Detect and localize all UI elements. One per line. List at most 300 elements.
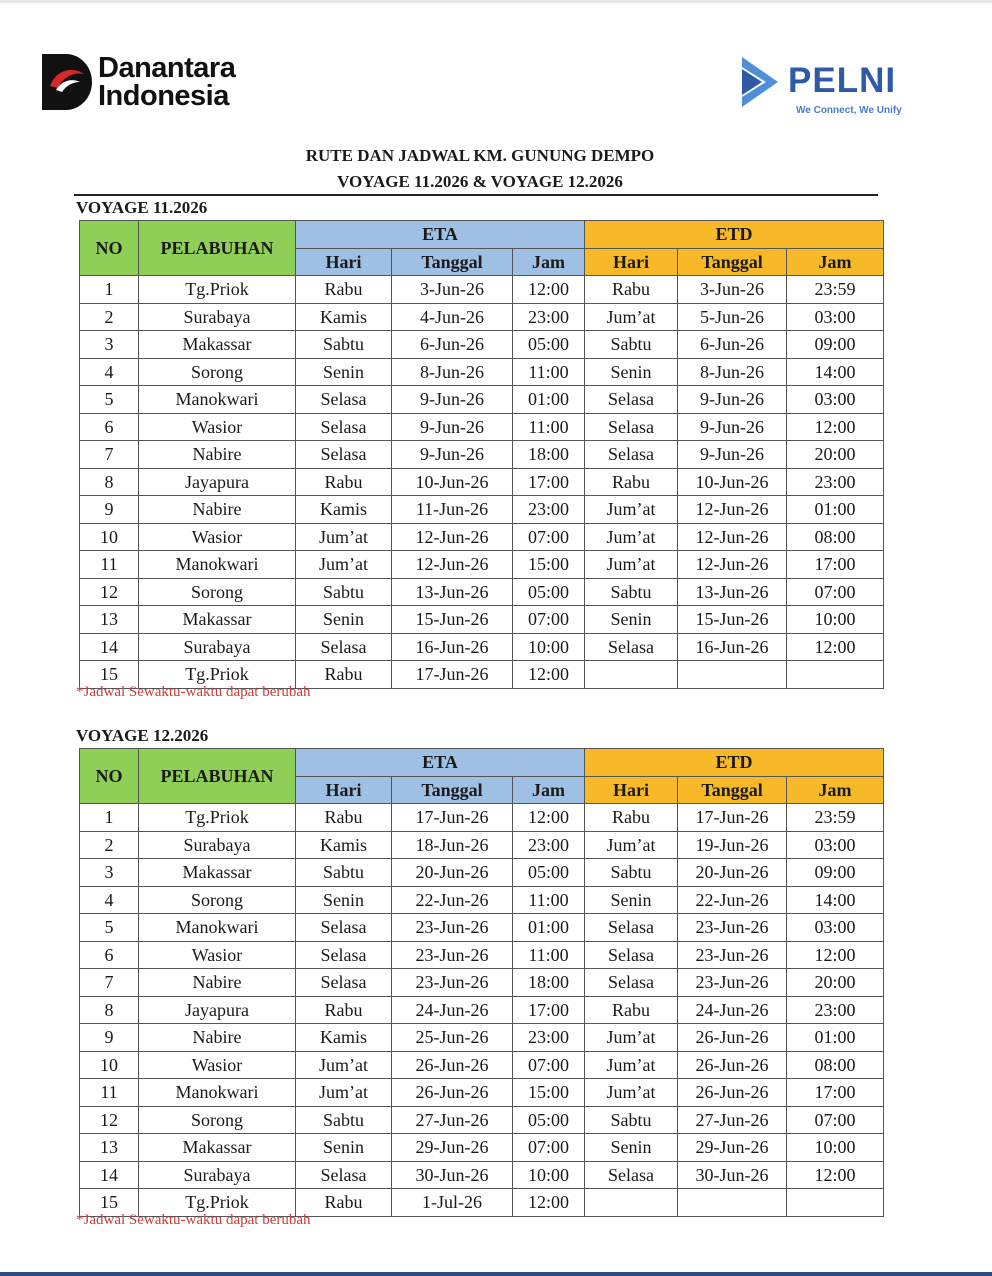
cell-eta-date: 9-Jun-26 xyxy=(392,441,513,469)
cell-etd-day: Selasa xyxy=(585,413,678,441)
cell-eta-date: 23-Jun-26 xyxy=(392,914,513,942)
cell-eta-date: 23-Jun-26 xyxy=(392,941,513,969)
table-row xyxy=(80,578,884,606)
cell-port: Manokwari xyxy=(139,1079,296,1107)
cell-port: Makassar xyxy=(139,1134,296,1162)
cell-eta-time: 11:00 xyxy=(513,941,585,969)
cell-etd-time: 23:00 xyxy=(787,996,884,1024)
cell-eta-time: 01:00 xyxy=(513,386,585,414)
cell-eta-date: 22-Jun-26 xyxy=(392,886,513,914)
cell-eta-time: 07:00 xyxy=(513,1134,585,1162)
cell-eta-time: 05:00 xyxy=(513,859,585,887)
cell-no: 5 xyxy=(80,386,139,414)
cell-eta-time: 17:00 xyxy=(513,468,585,496)
document-subtitle: VOYAGE 11.2026 & VOYAGE 12.2026 xyxy=(337,172,623,191)
cell-etd-time: 08:00 xyxy=(787,1051,884,1079)
document-title: RUTE DAN JADWAL KM. GUNUNG DEMPO xyxy=(305,146,655,165)
cell-no: 4 xyxy=(80,358,139,386)
schedule-note: *Jadwal Sewaktu-waktu dapat berubah xyxy=(76,684,311,700)
cell-no: 9 xyxy=(80,1024,139,1052)
cell-eta-date: 25-Jun-26 xyxy=(392,1024,513,1052)
danantara-line1: Danantara xyxy=(98,52,236,84)
cell-etd-time: 10:00 xyxy=(787,1134,884,1162)
cell-eta-time: 11:00 xyxy=(513,413,585,441)
cell-etd-date xyxy=(678,1189,787,1217)
top-border xyxy=(0,0,992,3)
cell-eta-day: Selasa xyxy=(296,441,392,469)
table-row xyxy=(80,606,884,634)
cell-eta-date: 11-Jun-26 xyxy=(392,496,513,524)
pelni-chevron-icon xyxy=(738,55,782,109)
cell-eta-time: 10:00 xyxy=(513,633,585,661)
cell-port: Sorong xyxy=(139,578,296,606)
cell-etd-day: Jum’at xyxy=(585,831,678,859)
cell-etd-time: 12:00 xyxy=(787,941,884,969)
cell-etd-date: 3-Jun-26 xyxy=(678,276,787,304)
table-row xyxy=(80,941,884,969)
cell-port: Sorong xyxy=(139,358,296,386)
cell-port: Jayapura xyxy=(139,468,296,496)
schedule-body xyxy=(80,276,884,689)
table-row xyxy=(80,303,884,331)
cell-port: Manokwari xyxy=(139,914,296,942)
table-row xyxy=(80,523,884,551)
table-row xyxy=(80,1161,884,1189)
cell-eta-time: 23:00 xyxy=(513,831,585,859)
cell-etd-date: 8-Jun-26 xyxy=(678,358,787,386)
table-row xyxy=(80,914,884,942)
cell-no: 4 xyxy=(80,886,139,914)
table-row xyxy=(80,331,884,359)
cell-eta-day: Rabu xyxy=(296,661,392,689)
cell-port: Surabaya xyxy=(139,303,296,331)
cell-eta-time: 11:00 xyxy=(513,886,585,914)
cell-etd-day: Senin xyxy=(585,358,678,386)
cell-etd-time: 07:00 xyxy=(787,1106,884,1134)
cell-etd-time: 03:00 xyxy=(787,386,884,414)
cell-etd-day: Senin xyxy=(585,606,678,634)
cell-etd-day: Selasa xyxy=(585,969,678,997)
table-row xyxy=(80,1079,884,1107)
cell-etd-day: Jum’at xyxy=(585,1051,678,1079)
cell-eta-day: Selasa xyxy=(296,941,392,969)
header-etd-time: Jam xyxy=(787,776,884,804)
cell-eta-day: Senin xyxy=(296,358,392,386)
cell-eta-time: 15:00 xyxy=(513,551,585,579)
cell-etd-day: Jum’at xyxy=(585,523,678,551)
cell-eta-day: Selasa xyxy=(296,633,392,661)
cell-eta-day: Senin xyxy=(296,1134,392,1162)
cell-etd-day: Rabu xyxy=(585,804,678,832)
cell-etd-time: 17:00 xyxy=(787,1079,884,1107)
cell-etd-date: 13-Jun-26 xyxy=(678,578,787,606)
cell-no: 10 xyxy=(80,523,139,551)
pelni-wordmark: PELNI xyxy=(788,61,897,100)
cell-eta-day: Selasa xyxy=(296,413,392,441)
cell-etd-day: Jum’at xyxy=(585,303,678,331)
cell-etd-time: 03:00 xyxy=(787,303,884,331)
cell-etd-time: 14:00 xyxy=(787,358,884,386)
cell-no: 6 xyxy=(80,941,139,969)
cell-no: 8 xyxy=(80,468,139,496)
cell-etd-date: 12-Jun-26 xyxy=(678,496,787,524)
cell-port: Surabaya xyxy=(139,633,296,661)
cell-eta-day: Rabu xyxy=(296,468,392,496)
cell-port: Jayapura xyxy=(139,996,296,1024)
danantara-line2: Indonesia xyxy=(98,80,229,112)
header-eta-day: Hari xyxy=(296,248,392,276)
cell-port: Makassar xyxy=(139,859,296,887)
cell-eta-day: Rabu xyxy=(296,1189,392,1217)
cell-etd-day: Selasa xyxy=(585,914,678,942)
cell-eta-day: Sabtu xyxy=(296,859,392,887)
cell-no: 15 xyxy=(80,661,139,689)
header-no: NO xyxy=(80,749,139,804)
cell-port: Tg.Priok xyxy=(139,661,296,689)
table-row xyxy=(80,276,884,304)
header-eta-date: Tanggal xyxy=(392,776,513,804)
danantara-emblem-icon xyxy=(42,54,92,110)
cell-port: Surabaya xyxy=(139,1161,296,1189)
cell-port: Wasior xyxy=(139,413,296,441)
cell-etd-day: Rabu xyxy=(585,996,678,1024)
cell-etd-date: 16-Jun-26 xyxy=(678,633,787,661)
header-eta-day: Hari xyxy=(296,776,392,804)
cell-port: Sorong xyxy=(139,886,296,914)
cell-etd-day: Jum’at xyxy=(585,1079,678,1107)
table-row xyxy=(80,441,884,469)
cell-port: Makassar xyxy=(139,606,296,634)
table-row xyxy=(80,468,884,496)
cell-etd-day: Sabtu xyxy=(585,331,678,359)
cell-eta-time: 18:00 xyxy=(513,969,585,997)
table-row xyxy=(80,496,884,524)
schedule-table xyxy=(79,748,884,1217)
cell-eta-day: Selasa xyxy=(296,914,392,942)
cell-etd-date: 26-Jun-26 xyxy=(678,1051,787,1079)
cell-no: 5 xyxy=(80,914,139,942)
danantara-wordmark xyxy=(98,54,235,110)
cell-eta-date: 3-Jun-26 xyxy=(392,276,513,304)
cell-eta-time: 10:00 xyxy=(513,1161,585,1189)
header-port: PELABUHAN xyxy=(139,221,296,276)
cell-etd-date: 29-Jun-26 xyxy=(678,1134,787,1162)
cell-eta-date: 26-Jun-26 xyxy=(392,1079,513,1107)
cell-no: 14 xyxy=(80,1161,139,1189)
cell-eta-time: 12:00 xyxy=(513,1189,585,1217)
cell-eta-time: 23:00 xyxy=(513,496,585,524)
cell-etd-day: Jum’at xyxy=(585,1024,678,1052)
cell-etd-day: Selasa xyxy=(585,1161,678,1189)
cell-eta-date: 26-Jun-26 xyxy=(392,1051,513,1079)
cell-eta-date: 9-Jun-26 xyxy=(392,386,513,414)
cell-etd-date: 10-Jun-26 xyxy=(678,468,787,496)
cell-eta-date: 10-Jun-26 xyxy=(392,468,513,496)
cell-eta-day: Jum’at xyxy=(296,551,392,579)
cell-port: Tg.Priok xyxy=(139,1189,296,1217)
table-row xyxy=(80,859,884,887)
cell-etd-date: 26-Jun-26 xyxy=(678,1024,787,1052)
cell-eta-date: 16-Jun-26 xyxy=(392,633,513,661)
cell-eta-time: 07:00 xyxy=(513,1051,585,1079)
header-eta-time: Jam xyxy=(513,776,585,804)
cell-etd-date: 5-Jun-26 xyxy=(678,303,787,331)
table-row xyxy=(80,386,884,414)
cell-no: 12 xyxy=(80,578,139,606)
cell-etd-day: Selasa xyxy=(585,941,678,969)
cell-etd-date: 15-Jun-26 xyxy=(678,606,787,634)
cell-etd-date: 30-Jun-26 xyxy=(678,1161,787,1189)
table-row xyxy=(80,1051,884,1079)
header-eta-time: Jam xyxy=(513,248,585,276)
cell-eta-time: 07:00 xyxy=(513,606,585,634)
cell-etd-date xyxy=(678,661,787,689)
header-etd: ETD xyxy=(585,749,884,777)
cell-etd-day: Jum’at xyxy=(585,496,678,524)
cell-port: Tg.Priok xyxy=(139,804,296,832)
cell-etd-day: Senin xyxy=(585,886,678,914)
cell-eta-date: 13-Jun-26 xyxy=(392,578,513,606)
table-row xyxy=(80,551,884,579)
cell-no: 3 xyxy=(80,331,139,359)
cell-etd-date: 22-Jun-26 xyxy=(678,886,787,914)
cell-eta-time: 17:00 xyxy=(513,996,585,1024)
cell-etd-date: 19-Jun-26 xyxy=(678,831,787,859)
table-row xyxy=(80,1134,884,1162)
cell-port: Wasior xyxy=(139,523,296,551)
cell-no: 1 xyxy=(80,276,139,304)
cell-eta-date: 18-Jun-26 xyxy=(392,831,513,859)
cell-etd-time: 08:00 xyxy=(787,523,884,551)
cell-port: Manokwari xyxy=(139,386,296,414)
cell-eta-time: 12:00 xyxy=(513,276,585,304)
cell-eta-day: Selasa xyxy=(296,1161,392,1189)
cell-eta-date: 24-Jun-26 xyxy=(392,996,513,1024)
cell-eta-day: Rabu xyxy=(296,276,392,304)
cell-etd-time: 23:59 xyxy=(787,804,884,832)
cell-etd-date: 12-Jun-26 xyxy=(678,551,787,579)
header-etd-date: Tanggal xyxy=(678,776,787,804)
cell-no: 10 xyxy=(80,1051,139,1079)
cell-etd-day: Selasa xyxy=(585,386,678,414)
cell-port: Nabire xyxy=(139,441,296,469)
cell-etd-time: 12:00 xyxy=(787,633,884,661)
cell-port: Nabire xyxy=(139,969,296,997)
cell-eta-day: Sabtu xyxy=(296,578,392,606)
cell-port: Makassar xyxy=(139,331,296,359)
cell-no: 2 xyxy=(80,831,139,859)
cell-etd-time: 17:00 xyxy=(787,551,884,579)
cell-eta-date: 8-Jun-26 xyxy=(392,358,513,386)
cell-port: Nabire xyxy=(139,496,296,524)
cell-etd-day: Selasa xyxy=(585,633,678,661)
cell-etd-day: Selasa xyxy=(585,441,678,469)
cell-eta-time: 01:00 xyxy=(513,914,585,942)
cell-etd-time: 23:59 xyxy=(787,276,884,304)
cell-eta-date: 15-Jun-26 xyxy=(392,606,513,634)
cell-no: 13 xyxy=(80,606,139,634)
cell-etd-day: Sabtu xyxy=(585,859,678,887)
table-row xyxy=(80,358,884,386)
cell-etd-time: 09:00 xyxy=(787,331,884,359)
cell-eta-date: 29-Jun-26 xyxy=(392,1134,513,1162)
cell-eta-day: Kamis xyxy=(296,496,392,524)
cell-etd-time: 03:00 xyxy=(787,914,884,942)
cell-etd-date: 17-Jun-26 xyxy=(678,804,787,832)
cell-eta-day: Jum’at xyxy=(296,1079,392,1107)
cell-eta-day: Sabtu xyxy=(296,331,392,359)
voyage-label: VOYAGE 12.2026 xyxy=(76,726,209,745)
cell-no: 7 xyxy=(80,969,139,997)
cell-eta-date: 4-Jun-26 xyxy=(392,303,513,331)
cell-etd-date: 20-Jun-26 xyxy=(678,859,787,887)
cell-no: 15 xyxy=(80,1189,139,1217)
table-row xyxy=(80,413,884,441)
cell-no: 11 xyxy=(80,1079,139,1107)
schedule-note: *Jadwal Sewaktu-waktu dapat berubah xyxy=(76,1212,311,1228)
cell-eta-date: 17-Jun-26 xyxy=(392,804,513,832)
cell-eta-time: 07:00 xyxy=(513,523,585,551)
cell-eta-time: 05:00 xyxy=(513,1106,585,1134)
cell-no: 3 xyxy=(80,859,139,887)
cell-etd-time: 07:00 xyxy=(787,578,884,606)
cell-eta-time: 11:00 xyxy=(513,358,585,386)
bottom-border xyxy=(0,1272,992,1276)
table-row xyxy=(80,831,884,859)
cell-etd-day xyxy=(585,661,678,689)
cell-etd-day: Rabu xyxy=(585,468,678,496)
cell-eta-time: 05:00 xyxy=(513,331,585,359)
cell-etd-date: 12-Jun-26 xyxy=(678,523,787,551)
cell-etd-date: 26-Jun-26 xyxy=(678,1079,787,1107)
cell-port: Wasior xyxy=(139,941,296,969)
cell-etd-time: 01:00 xyxy=(787,496,884,524)
header-etd-day: Hari xyxy=(585,248,678,276)
pelni-tagline: We Connect, We Unify xyxy=(796,105,902,116)
cell-no: 1 xyxy=(80,804,139,832)
cell-etd-time: 20:00 xyxy=(787,969,884,997)
pelni-logo xyxy=(738,55,918,121)
cell-eta-date: 30-Jun-26 xyxy=(392,1161,513,1189)
table-row xyxy=(80,633,884,661)
cell-eta-day: Sabtu xyxy=(296,1106,392,1134)
table-row xyxy=(80,886,884,914)
cell-etd-time xyxy=(787,661,884,689)
cell-eta-day: Jum’at xyxy=(296,523,392,551)
table-row xyxy=(80,996,884,1024)
cell-eta-date: 6-Jun-26 xyxy=(392,331,513,359)
cell-etd-time: 09:00 xyxy=(787,859,884,887)
cell-no: 9 xyxy=(80,496,139,524)
cell-eta-day: Selasa xyxy=(296,969,392,997)
cell-eta-day: Senin xyxy=(296,886,392,914)
cell-etd-day: Jum’at xyxy=(585,551,678,579)
cell-etd-date: 23-Jun-26 xyxy=(678,941,787,969)
cell-no: 6 xyxy=(80,413,139,441)
cell-eta-time: 12:00 xyxy=(513,804,585,832)
cell-eta-date: 12-Jun-26 xyxy=(392,523,513,551)
header-no: NO xyxy=(80,221,139,276)
table-row xyxy=(80,1024,884,1052)
header-etd: ETD xyxy=(585,221,884,249)
cell-etd-date: 24-Jun-26 xyxy=(678,996,787,1024)
header-etd-day: Hari xyxy=(585,776,678,804)
cell-port: Manokwari xyxy=(139,551,296,579)
cell-eta-date: 23-Jun-26 xyxy=(392,969,513,997)
cell-port: Sorong xyxy=(139,1106,296,1134)
cell-etd-time: 14:00 xyxy=(787,886,884,914)
cell-port: Tg.Priok xyxy=(139,276,296,304)
cell-eta-date: 17-Jun-26 xyxy=(392,661,513,689)
cell-eta-day: Rabu xyxy=(296,996,392,1024)
cell-eta-day: Kamis xyxy=(296,831,392,859)
cell-no: 13 xyxy=(80,1134,139,1162)
cell-eta-time: 18:00 xyxy=(513,441,585,469)
cell-eta-day: Rabu xyxy=(296,804,392,832)
schedule-table xyxy=(79,220,884,689)
cell-etd-time: 10:00 xyxy=(787,606,884,634)
cell-etd-time: 03:00 xyxy=(787,831,884,859)
header-eta: ETA xyxy=(296,221,585,249)
cell-eta-day: Kamis xyxy=(296,1024,392,1052)
cell-etd-time: 23:00 xyxy=(787,468,884,496)
cell-etd-day xyxy=(585,1189,678,1217)
cell-eta-day: Senin xyxy=(296,606,392,634)
table-row xyxy=(80,1106,884,1134)
cell-no: 12 xyxy=(80,1106,139,1134)
cell-eta-time: 12:00 xyxy=(513,661,585,689)
header-etd-date: Tanggal xyxy=(678,248,787,276)
cell-etd-date: 27-Jun-26 xyxy=(678,1106,787,1134)
cell-etd-date: 9-Jun-26 xyxy=(678,386,787,414)
cell-eta-date: 1-Jul-26 xyxy=(392,1189,513,1217)
table-row xyxy=(80,969,884,997)
cell-etd-day: Sabtu xyxy=(585,1106,678,1134)
cell-etd-date: 6-Jun-26 xyxy=(678,331,787,359)
cell-eta-time: 23:00 xyxy=(513,1024,585,1052)
cell-etd-time xyxy=(787,1189,884,1217)
cell-eta-time: 15:00 xyxy=(513,1079,585,1107)
cell-etd-date: 23-Jun-26 xyxy=(678,969,787,997)
voyage-label: VOYAGE 11.2026 xyxy=(76,198,208,217)
cell-etd-date: 9-Jun-26 xyxy=(678,441,787,469)
cell-eta-date: 12-Jun-26 xyxy=(392,551,513,579)
danantara-logo xyxy=(42,54,235,110)
header-port: PELABUHAN xyxy=(139,749,296,804)
title-divider xyxy=(74,194,878,196)
header-eta-date: Tanggal xyxy=(392,248,513,276)
header-etd-time: Jam xyxy=(787,248,884,276)
cell-etd-day: Sabtu xyxy=(585,578,678,606)
cell-eta-time: 23:00 xyxy=(513,303,585,331)
cell-etd-date: 9-Jun-26 xyxy=(678,413,787,441)
cell-port: Wasior xyxy=(139,1051,296,1079)
cell-etd-day: Senin xyxy=(585,1134,678,1162)
cell-eta-date: 20-Jun-26 xyxy=(392,859,513,887)
cell-eta-day: Kamis xyxy=(296,303,392,331)
cell-etd-time: 12:00 xyxy=(787,413,884,441)
cell-etd-date: 23-Jun-26 xyxy=(678,914,787,942)
table-row xyxy=(80,804,884,832)
cell-etd-day: Rabu xyxy=(585,276,678,304)
cell-no: 11 xyxy=(80,551,139,579)
cell-no: 8 xyxy=(80,996,139,1024)
cell-no: 14 xyxy=(80,633,139,661)
cell-port: Surabaya xyxy=(139,831,296,859)
cell-no: 7 xyxy=(80,441,139,469)
cell-etd-time: 01:00 xyxy=(787,1024,884,1052)
header-eta: ETA xyxy=(296,749,585,777)
